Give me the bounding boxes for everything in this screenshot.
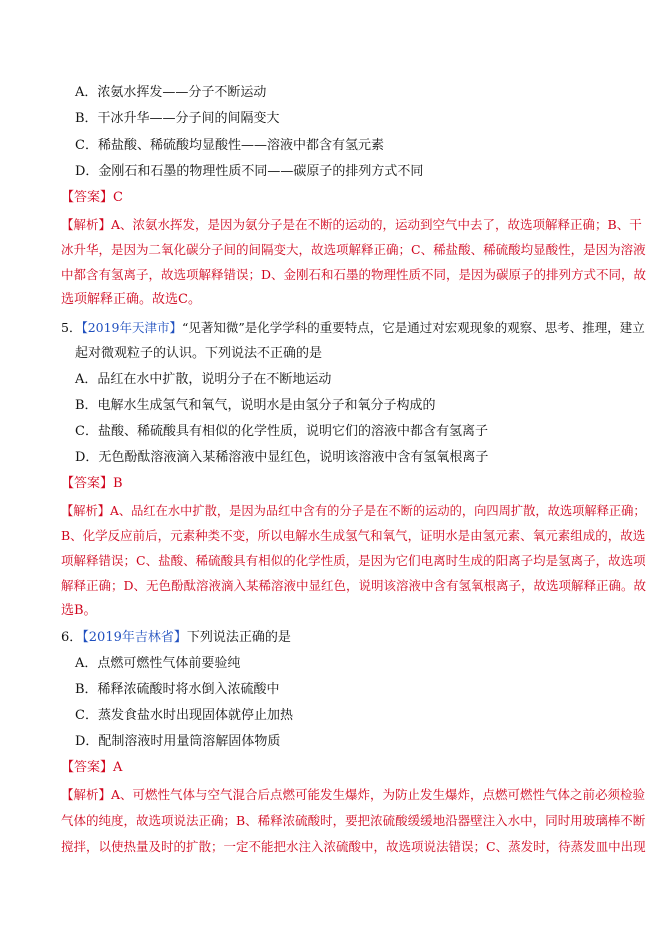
q6-option-a: A．点燃可燃性气体前要验纯 bbox=[75, 656, 241, 671]
q5-stem-line-2: 起对微观粒子的认识。下列说法不正确的是 bbox=[75, 346, 323, 361]
q6-analysis-line-1 bbox=[61, 785, 645, 805]
q5-analysis-line-3: 项解释错误；C、盐酸、稀硫酸具有相似的化学性质，是因为它们电离时生成的阳离子均是氢离子，故选项 bbox=[61, 553, 646, 568]
question-number: 5． bbox=[61, 320, 82, 335]
answer-label: 【答案】 bbox=[61, 760, 114, 775]
q5-analysis-line-5: 选B。 bbox=[61, 603, 97, 618]
q5-answer bbox=[61, 474, 123, 494]
question-stem: 下列说法正确的是 bbox=[186, 630, 291, 645]
q6-analysis-line-2: 气体的纯度，故选项说法正确；B、稀释浓硫酸时，要把浓硫酸缓缓地沿器壁注入水中，同时用玻璃棒不断 bbox=[61, 813, 646, 828]
q5-option-a: A．品红在水中扩散，说明分子在不断地运动 bbox=[75, 372, 332, 387]
analysis-text: A、品红在水中扩散，是因为品红中含有的分子是在不断的运动的，向四周扩散，故选项解释正确； bbox=[110, 504, 646, 518]
analysis-text: A、可燃性气体与空气混合后点燃可能发生爆炸，为防止发生爆炸，点燃可燃性气体之前必须检验 bbox=[111, 787, 646, 802]
answer-value: A bbox=[113, 760, 123, 775]
q5-analysis-line-2: B、化学反应前后，元素种类不变，所以电解水生成氢气和氧气，证明水是由氢元素、氧元素组成的，故选 bbox=[61, 528, 646, 543]
q4-option-d: D．金刚石和石墨的物理性质不同——碳原子的排列方式不同 bbox=[75, 164, 424, 179]
q5-option-d: D．无色酚酞溶液滴入某稀溶液中显红色，说明该溶液中含有氢氧根离子 bbox=[75, 450, 489, 465]
question-stem: “见著知微”是化学学科的重要特点，它是通过对宏观现象的观察、思考、推理，建立 bbox=[182, 320, 645, 335]
q5-analysis-line-4: 解释正确；D、无色酚酞溶液滴入某稀溶液中显红色，说明该溶液中含有氢氧根离子，故选项解释正确。故 bbox=[61, 578, 647, 593]
q4-analysis-line-1 bbox=[61, 215, 642, 235]
q4-analysis-line-3: 中都含有氢离子，故选项解释错误；D、金刚石和石墨的物理性质不同，是因为碳原子的排列方式不同，故 bbox=[61, 267, 647, 282]
q6-option-c: C．蒸发食盐水时出现固体就停止加热 bbox=[75, 708, 293, 723]
answer-value: B bbox=[113, 476, 123, 491]
q5-analysis-line-1 bbox=[61, 501, 646, 521]
q4-option-a: A．浓氨水挥发——分子不断运动 bbox=[75, 85, 267, 100]
q6-answer bbox=[61, 758, 122, 778]
q5-option-b: B．电解水生成氢气和氧气，说明水是由氢分子和氧分子构成的 bbox=[75, 398, 436, 413]
question-source: 【2019年吉林省】 bbox=[82, 630, 187, 645]
q4-option-b: B．干冰升华——分子间的间隔变大 bbox=[75, 111, 280, 126]
q4-analysis-line-2: 冰升华，是因为二氧化碳分子间的间隔变大，故选项解释正确；C、稀盐酸、稀硫酸均显酸性，是因为溶液 bbox=[61, 242, 646, 257]
analysis-label: 【解析】 bbox=[61, 217, 112, 232]
q5-stem-line-1 bbox=[61, 318, 645, 338]
q4-option-c: C．稀盐酸、稀硫酸均显酸性——溶液中都含有氢元素 bbox=[75, 138, 384, 153]
question-source: 【2019年天津市】 bbox=[81, 320, 183, 335]
analysis-label: 【解析】 bbox=[61, 787, 112, 802]
q6-analysis-line-3: 搅拌，以使热量及时的扩散；一定不能把水注入浓硫酸中，故选项说法错误；C、蒸发时，待蒸发皿中出现 bbox=[61, 839, 646, 854]
answer-value: C bbox=[113, 190, 123, 205]
q6-option-d: D．配制溶液时用量筒溶解固体物质 bbox=[75, 734, 281, 749]
question-number: 6． bbox=[61, 630, 83, 645]
q6-option-b: B．稀释浓硫酸时将水倒入浓硫酸中 bbox=[75, 682, 280, 697]
answer-label: 【答案】 bbox=[61, 476, 114, 491]
answer-label: 【答案】 bbox=[61, 190, 114, 205]
analysis-text: A、浓氨水挥发，是因为氨分子是在不断的运动的，运动到空气中去了，故选项解释正确；B、干 bbox=[111, 217, 642, 232]
q5-option-c: C．盐酸、稀硫酸具有相似的化学性质，说明它们的溶液中都含有氢离子 bbox=[75, 424, 488, 439]
analysis-label: 【解析】 bbox=[61, 504, 110, 518]
q6-stem bbox=[61, 628, 291, 648]
q4-answer bbox=[61, 188, 123, 208]
q4-analysis-line-4: 选项解释正确。故选C。 bbox=[61, 292, 201, 307]
